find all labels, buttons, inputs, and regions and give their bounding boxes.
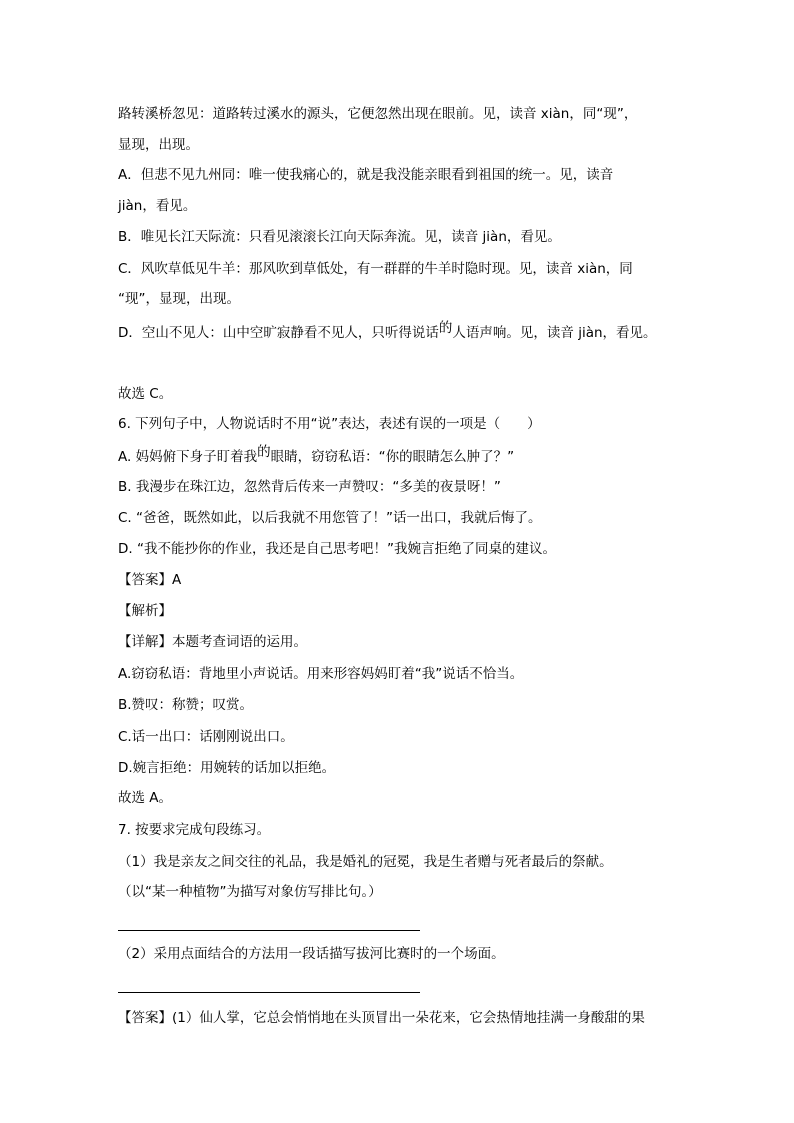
text-line: C.话一出口：话刚刚说出口。 (118, 729, 294, 745)
option-a (118, 444, 515, 465)
analysis-label: 【解析】 (118, 603, 172, 619)
subquestion-2: （2）采用点面结合的方法用一段话描写拔河比赛时的一个场面。 (118, 946, 505, 962)
answer-blank-line (118, 992, 420, 993)
text-line: 故选 A。 (118, 790, 173, 806)
option-c: C. “爸爸，既然如此，以后我就不用您管了！”话一出口，我就后悔了。 (118, 510, 542, 526)
text-line: B．唯见长江天际流：只看见滚滚长江向天际奔流。见，读音 jiàn，看见。 (118, 229, 561, 245)
answer-text: 【答案】(1）仙人掌，它总会悄悄地在头顶冒出一朵花来，它会热情地挂满一身酸甜的果 (118, 1010, 645, 1026)
answer-label: 【答案】A (118, 572, 182, 588)
text-line: C．风吹草低见牛羊：那风吹到草低处，有一群群的牛羊时隐时现。见，读音 xiàn，同 (118, 261, 633, 277)
instruction: （以“某一种植物”为描写对象仿写排比句。） (118, 884, 382, 900)
text-line: jiàn，看见。 (118, 198, 197, 214)
text-line: D.婉言拒绝：用婉转的话加以拒绝。 (118, 760, 336, 776)
detail-label: 【详解】本题考查词语的运用。 (118, 634, 307, 650)
text-line: A．但悲不见九州同：唯一使我痛心的，就是我没能亲眼看到祖国的统一。见，读音 (118, 167, 614, 183)
text-line: 路转溪桥忽见：道路转过溪水的源头，它便忽然出现在眼前。见，读音 xiàn，同“现”， (118, 106, 638, 122)
option-d: D. “我不能抄你的作业，我还是自己思考吧！”我婉言拒绝了同桌的建议。 (118, 541, 556, 557)
text-segment: 眼睛，窃窃私语：“你的眼睛怎么肿了？” (270, 449, 515, 465)
subquestion-1: （1）我是亲友之间交往的礼品，我是婚礼的冠冕，我是生者赠与死者最后的祭献。 (118, 854, 613, 870)
question-6: 6. 下列句子中，人物说话时不用“说”表达，表述有误的一项是（ ） (118, 416, 541, 432)
text-segment: 人语声响。见，读音 jiàn，看见。 (452, 325, 657, 341)
raised-char: 的 (257, 444, 271, 460)
text-line: A.窃窃私语：背地里小声说话。用来形容妈妈盯着“我”说话不恰当。 (118, 666, 524, 682)
question-7: 7. 按要求完成句段练习。 (118, 822, 271, 838)
text-line: 故选 C。 (118, 386, 173, 402)
text-segment: A. 妈妈俯下身子盯着我 (118, 449, 258, 465)
raised-char: 的 (438, 320, 453, 336)
option-b: B. 我漫步在珠江边，忽然背后传来一声赞叹：“多美的夜景呀！” (118, 479, 501, 495)
text-line (118, 320, 657, 341)
text-line: B.赞叹：称赞；叹赏。 (118, 697, 254, 713)
text-line: “现”，显现，出现。 (118, 291, 240, 307)
answer-blank-line (118, 930, 420, 931)
text-segment: D．空山不见人：山中空旷寂静看不见人，只听得说话 (118, 325, 439, 341)
text-line: 显现，出现。 (118, 137, 199, 153)
